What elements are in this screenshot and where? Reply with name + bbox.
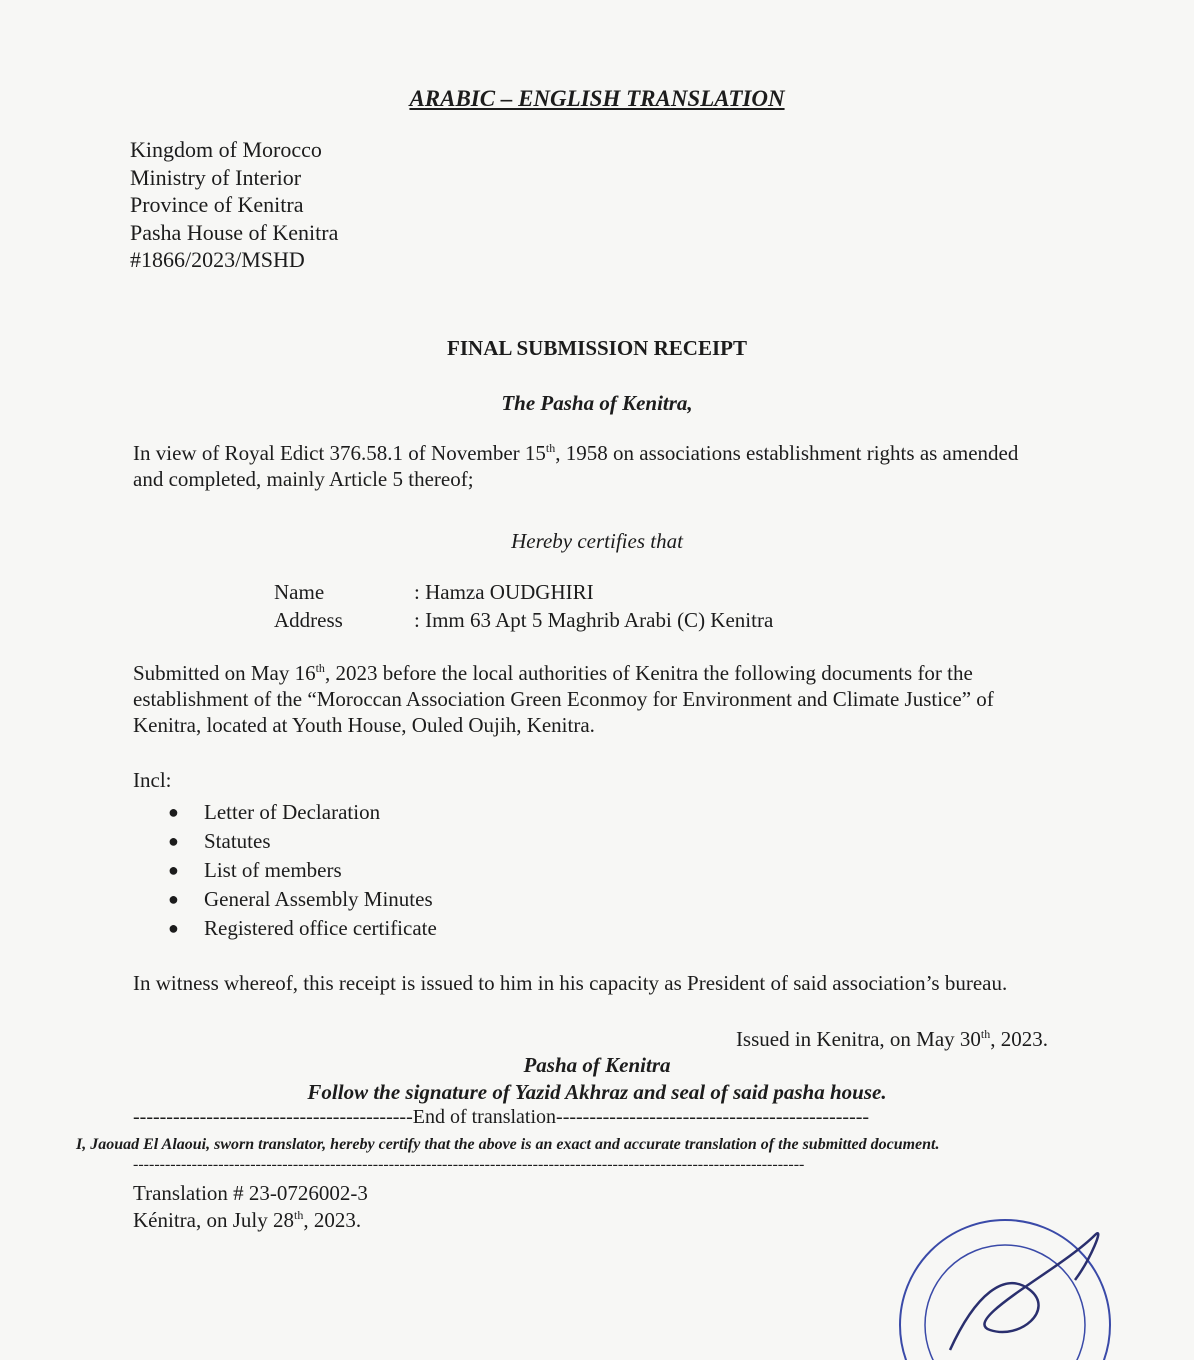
translator-seal-icon <box>880 1200 1120 1360</box>
list-item <box>168 827 437 856</box>
submission-text-start: Submitted on May 16 <box>133 661 316 685</box>
included-label: Incl: <box>133 768 172 792</box>
authority-line: Kingdom of Morocco <box>130 137 322 162</box>
submission-text-end: , 2023 before the local authorities of Kenitra the following documents for the establishment of the “Moroccan Association Green Econmoy for Environment and Climate Justice” of Kenitra, located at Youth House, Ouled Oujih, Kenitra. <box>133 661 994 737</box>
authority-line: Ministry of Interior <box>130 164 302 190</box>
preamble-text-start: In view of Royal Edict 376.58.1 of November 15 <box>133 441 546 465</box>
separator-line: ------------------------------------------------------------------------------------------------------------------------------ <box>133 1156 805 1173</box>
address-value: : Imm 63 Apt 5 Maghrib Arabi (C) Kenitra <box>414 608 774 632</box>
translation-date-start: Kénitra, on July 28 <box>133 1208 294 1232</box>
bullet-icon: ● <box>168 918 179 938</box>
authority-line: Province of Kenitra <box>130 192 304 217</box>
preamble-paragraph <box>133 440 1053 492</box>
preamble-text-end: , 1958 on associations establishment rights as amended and completed, mainly Article 5 thereof; <box>133 441 1019 491</box>
issued-text-end: , 2023. <box>990 1027 1048 1051</box>
list-item-text: Letter of Declaration <box>204 800 381 824</box>
list-item <box>168 885 437 914</box>
list-item-text: List of members <box>204 858 342 882</box>
preamble-ordinal: th <box>545 441 556 455</box>
included-documents-list <box>168 798 437 943</box>
signatory-title: Pasha of Kenitra <box>523 1053 671 1077</box>
signature-note: Follow the signature of Yazid Akhraz and seal of said pasha house. <box>307 1080 887 1104</box>
list-item <box>168 856 437 885</box>
signature-stroke <box>950 1233 1098 1350</box>
authority-line: Pasha House of Kenitra <box>130 219 339 245</box>
bullet-icon: ● <box>168 831 179 851</box>
translation-header-title: ARABIC – ENGLISH TRANSLATION <box>409 86 785 111</box>
certifies-heading: Hereby certifies that <box>511 529 683 553</box>
address-row <box>274 606 773 634</box>
issued-ordinal: th <box>980 1027 991 1041</box>
list-item-text: Registered office certificate <box>204 916 437 940</box>
name-label: Name <box>274 580 325 604</box>
submission-ordinal: th <box>315 661 325 675</box>
submission-paragraph <box>133 660 1053 738</box>
list-item-text: General Assembly Minutes <box>204 887 433 911</box>
translator-certification: I, Jaouad El Alaoui, sworn translator, hereby certify that the above is an exact and accurate translation of the submitted document. <box>76 1136 940 1153</box>
issuing-authority-block <box>130 136 338 274</box>
bullet-icon: ● <box>168 889 179 909</box>
translation-date-end: , 2023. <box>303 1208 362 1232</box>
reference-number: #1866/2023/MSHD <box>130 247 305 272</box>
name-row <box>274 578 773 606</box>
list-item-text: Statutes <box>204 829 271 853</box>
name-value: : Hamza OUDGHIRI <box>414 580 594 604</box>
list-item <box>168 798 437 827</box>
translation-details <box>133 1180 368 1234</box>
holder-fields <box>274 578 773 634</box>
translation-number: Translation # 23-0726002-3 <box>133 1181 368 1205</box>
issued-text-start: Issued in Kenitra, on May 30 <box>735 1027 981 1051</box>
bullet-icon: ● <box>168 860 179 880</box>
issued-date <box>736 1027 1048 1052</box>
issuer-heading: The Pasha of Kenitra, <box>501 391 693 415</box>
list-item <box>168 914 437 943</box>
witness-paragraph: In witness whereof, this receipt is issued to him in his capacity as President of said association’s bureau. <box>133 971 1008 995</box>
document-title: FINAL SUBMISSION RECEIPT <box>447 336 747 360</box>
bullet-icon: ● <box>168 802 179 822</box>
translation-date-ordinal: th <box>293 1208 304 1222</box>
end-of-translation-line: ------------------------------------------End of translation----------------------------------------------- <box>133 1106 870 1128</box>
translation-date <box>133 1207 368 1234</box>
address-label: Address <box>274 608 343 632</box>
